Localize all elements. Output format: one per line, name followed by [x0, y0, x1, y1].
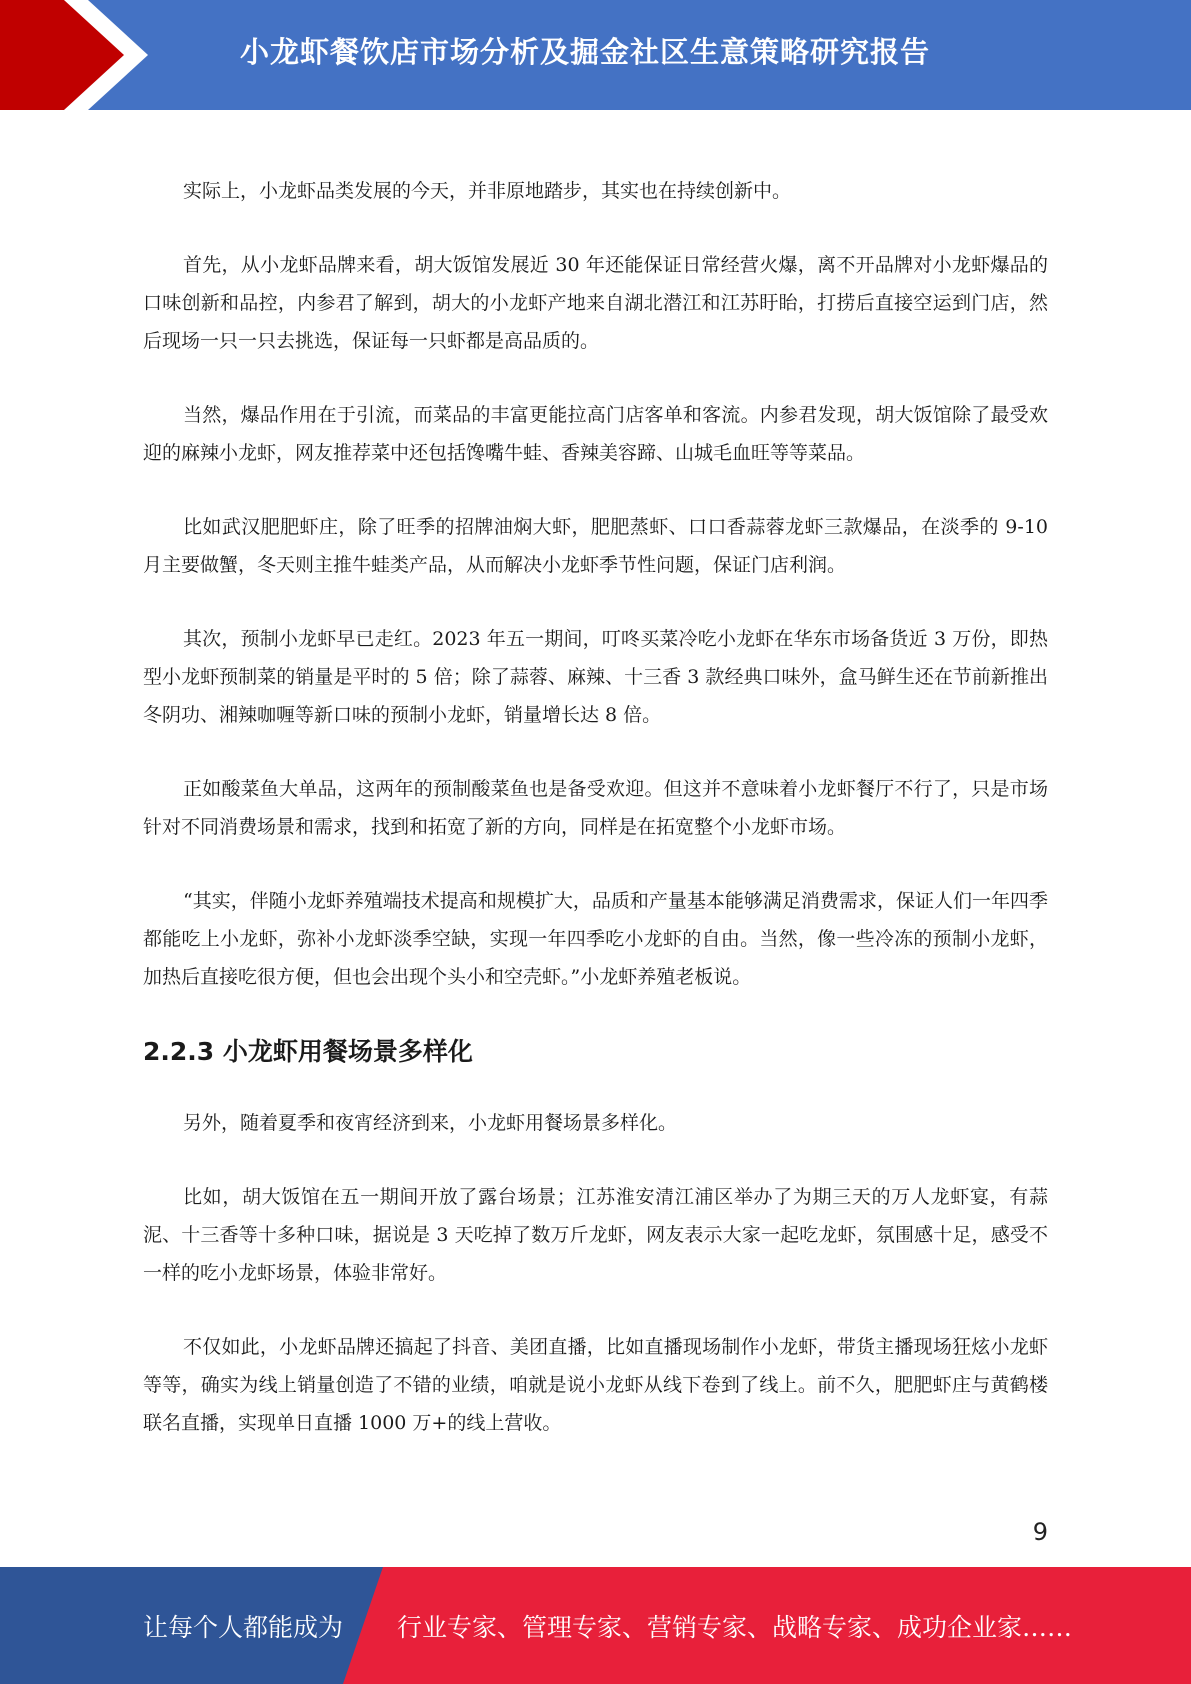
document-body: [143, 172, 1048, 1478]
paragraph: 正如酸菜鱼大单品，这两年的预制酸菜鱼也是备受欢迎。但这并不意味着小龙虾餐厅不行了，只是市场针对不同消费场景和需求，找到和拓宽了新的方向，同样是在拓宽整个小龙虾市场。: [143, 778, 1048, 838]
section-heading: 2.2.3 小龙虾用餐场景多样化: [143, 1037, 473, 1066]
paragraph: 不仅如此，小龙虾品牌还搞起了抖音、美团直播，比如直播现场制作小龙虾，带货主播现场狂炫小龙虾等等，确实为线上销量创造了不错的业绩，咱就是说小龙虾从线下卷到了线上。前不久，肥肥虾庄与黄鹤楼联名直播，实现单日直播 1000 万+的线上营收。: [143, 1336, 1048, 1434]
paragraph: 当然，爆品作用在于引流，而菜品的丰富更能拉高门店客单和客流。内参君发现，胡大饭馆除了最受欢迎的麻辣小龙虾，网友推荐菜中还包括馋嘴牛蛙、香辣美容蹄、山城毛血旺等等菜品。: [143, 404, 1048, 464]
report-footer: [0, 1567, 1191, 1684]
paragraph: 首先，从小龙虾品牌来看，胡大饭馆发展近 30 年还能保证日常经营火爆，离不开品牌对小龙虾爆品的口味创新和品控，内参君了解到，胡大的小龙虾产地来自湖北潜江和江苏盱眙，打捞后直接空运到门店，然后现场一只一只去挑选，保证每一只虾都是高品质的。: [143, 254, 1048, 352]
header-chevron-decoration: [0, 0, 160, 110]
report-title: 小龙虾餐饮店市场分析及掘金社区生意策略研究报告: [240, 35, 931, 69]
paragraph: 比如，胡大饭馆在五一期间开放了露台场景；江苏淮安清江浦区举办了为期三天的万人龙虾宴，有蒜泥、十三香等十多种口味，据说是 3 天吃掉了数万斤龙虾，网友表示大家一起吃龙虾，氛围感十足，感受不一样的吃小龙虾场景，体验非常好。: [143, 1186, 1048, 1284]
paragraph: 另外，随着夏季和夜宵经济到来，小龙虾用餐场景多样化。: [183, 1112, 678, 1134]
report-header: [0, 0, 1191, 110]
page-number: 9: [1032, 1518, 1048, 1546]
footer-slogan-right: 行业专家、管理专家、营销专家、战略专家、成功企业家……: [397, 1613, 1073, 1642]
paragraph: 比如武汉肥肥虾庄，除了旺季的招牌油焖大虾，肥肥蒸虾、口口香蒜蓉龙虾三款爆品，在淡季的 9-10 月主要做蟹，冬天则主推牛蛙类产品，从而解决小龙虾季节性问题，保证门店利润。: [143, 516, 1048, 576]
paragraph: 其次，预制小龙虾早已走红。2023 年五一期间，叮咚买菜冷吃小龙虾在华东市场备货近 3 万份，即热型小龙虾预制菜的销量是平时的 5 倍；除了蒜蓉、麻辣、十三香 3 款经典口味外，盒马鲜生还在节前新推出冬阴功、湘辣咖喱等新口味的预制小龙虾，销量增长达 8 倍。: [143, 628, 1048, 726]
paragraph: “其实，伴随小龙虾养殖端技术提高和规模扩大，品质和产量基本能够满足消费需求，保证人们一年四季都能吃上小龙虾，弥补小龙虾淡季空缺，实现一年四季吃小龙虾的自由。当然，像一些冷冻的预制小龙虾，加热后直接吃很方便，但也会出现个头小和空壳虾。”小龙虾养殖老板说。: [143, 890, 1048, 988]
paragraph: 实际上，小龙虾品类发展的今天，并非原地踏步，其实也在持续创新中。: [183, 180, 792, 202]
footer-slogan-left: 让每个人都能成为: [143, 1613, 344, 1642]
